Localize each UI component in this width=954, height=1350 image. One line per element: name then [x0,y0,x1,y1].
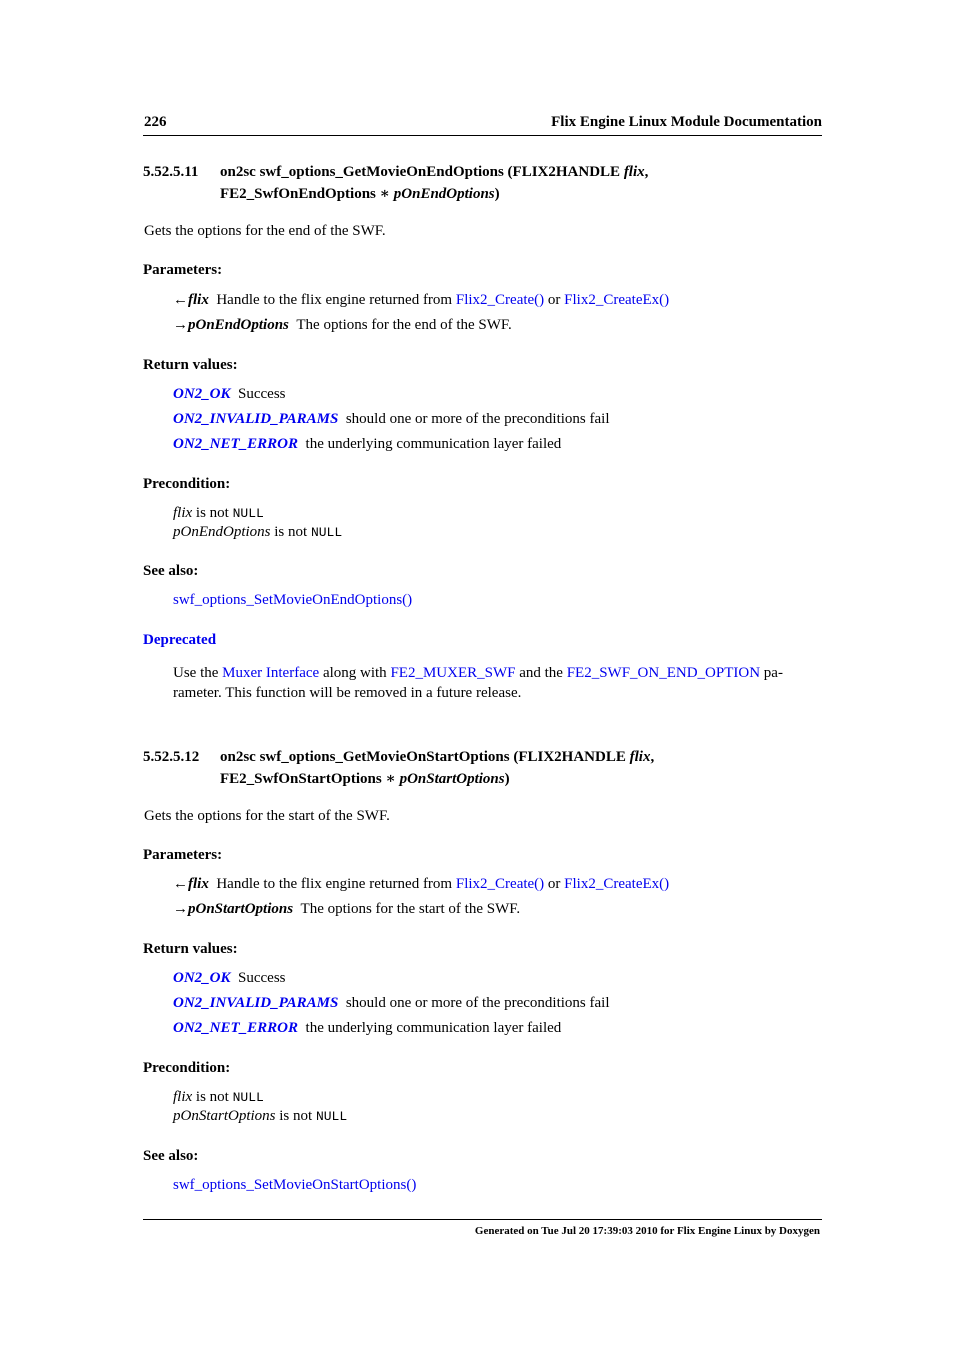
footer-text: Generated on Tue Jul 20 17:39:03 2010 for Flix Engine Linux by Doxygen [474,1225,820,1237]
section-number: 5.52.5.12 [143,749,200,765]
flix2-create-link[interactable]: Flix2_Create() [455,876,545,892]
precondition-label: Precondition: [143,1060,231,1076]
return-value-item: ON2_INVALID_PARAMS should one or more of the preconditions fail [173,411,610,427]
see-also-link[interactable]: swf_options_SetMovieOnEndOptions() [173,592,413,608]
precondition-item: pOnEndOptions is not NULL [173,524,343,540]
section-heading-get-movie-on-end-options [143,164,648,181]
return-value-item: ON2_NET_ERROR the underlying communication layer failed [173,1020,562,1036]
muxer-interface-link[interactable]: Muxer Interface [222,665,320,681]
fe2-swf-on-end-option-link[interactable]: FE2_SWF_ON_END_OPTION [566,665,761,681]
on2-net-error-link[interactable]: ON2_NET_ERROR [173,1020,299,1036]
on2-invalid-params-link[interactable]: ON2_INVALID_PARAMS [173,411,339,427]
section-number: 5.52.5.11 [143,164,199,180]
see-also-link[interactable]: swf_options_SetMovieOnStartOptions() [173,1177,417,1193]
return-values-label: Return values: [143,941,238,957]
section-heading-get-movie-on-start-options [143,749,654,766]
page-header [143,113,822,136]
on2-invalid-params-link[interactable]: ON2_INVALID_PARAMS [173,995,339,1011]
out-arrow-icon: → [173,901,188,917]
document-title: Flix Engine Linux Module Documentation [551,114,822,130]
param-flix: ←flix Handle to the flix engine returned from Flix2_Create() or Flix2_CreateEx() [173,876,670,892]
on2-ok-link[interactable]: ON2_OK [173,970,231,986]
signature-line2: FE2_SwfOnEndOptions ∗ pOnEndOptions) [220,186,500,202]
param-name: flix [188,292,209,308]
out-arrow-icon: → [173,317,188,333]
in-arrow-icon: ← [173,292,188,308]
param-name: pOnEndOptions [188,317,289,333]
on2-net-error-link[interactable]: ON2_NET_ERROR [173,436,299,452]
precondition-item: flix is not NULL [173,1089,264,1105]
deprecated-note: Use the Muxer Interface along with FE2_MUXER_SWF and the FE2_SWF_ON_END_OPTION pa- rameter. This function will be removed in a future release. [173,665,783,701]
parameters-label: Parameters: [143,262,223,278]
flix2-create-link[interactable]: Flix2_Create() [455,292,545,308]
document-page [143,0,822,1350]
param-name: pOnStartOptions [188,901,294,917]
flix2-createex-link[interactable]: Flix2_CreateEx() [564,876,670,892]
see-also-label: See also: [143,563,199,579]
param-pOnStartOptions: →pOnStartOptions The options for the start of the SWF. [173,901,521,917]
param-flix: ←flix Handle to the flix engine returned from Flix2_Create() or Flix2_CreateEx() [173,292,670,308]
page-number: 226 [144,114,167,130]
return-value-item: ON2_OK Success [173,970,286,986]
flix2-createex-link[interactable]: Flix2_CreateEx() [564,292,670,308]
see-also-label: See also: [143,1148,199,1164]
function-description: Gets the options for the start of the SWF. [144,808,390,824]
deprecated-link[interactable]: Deprecated [143,632,217,648]
on2-ok-link[interactable]: ON2_OK [173,386,231,402]
signature-line1: on2sc swf_options_GetMovieOnEndOptions (FLIX2HANDLE flix, [220,164,649,180]
parameters-label: Parameters: [143,847,223,863]
signature-line1: on2sc swf_options_GetMovieOnStartOptions (FLIX2HANDLE flix, [220,749,655,765]
precondition-item: flix is not NULL [173,505,264,521]
precondition-item: pOnStartOptions is not NULL [173,1108,348,1124]
return-values-label: Return values: [143,357,238,373]
page-footer [143,1219,822,1237]
function-description: Gets the options for the end of the SWF. [144,223,386,239]
in-arrow-icon: ← [173,876,188,892]
signature-line2: FE2_SwfOnStartOptions ∗ pOnStartOptions) [220,771,510,787]
return-value-item: ON2_NET_ERROR the underlying communication layer failed [173,436,562,452]
param-pOnEndOptions: →pOnEndOptions The options for the end of the SWF. [173,317,512,333]
precondition-label: Precondition: [143,476,231,492]
fe2-muxer-swf-link[interactable]: FE2_MUXER_SWF [390,665,516,681]
return-value-item: ON2_INVALID_PARAMS should one or more of the preconditions fail [173,995,610,1011]
return-value-item: ON2_OK Success [173,386,286,402]
param-name: flix [188,876,209,892]
